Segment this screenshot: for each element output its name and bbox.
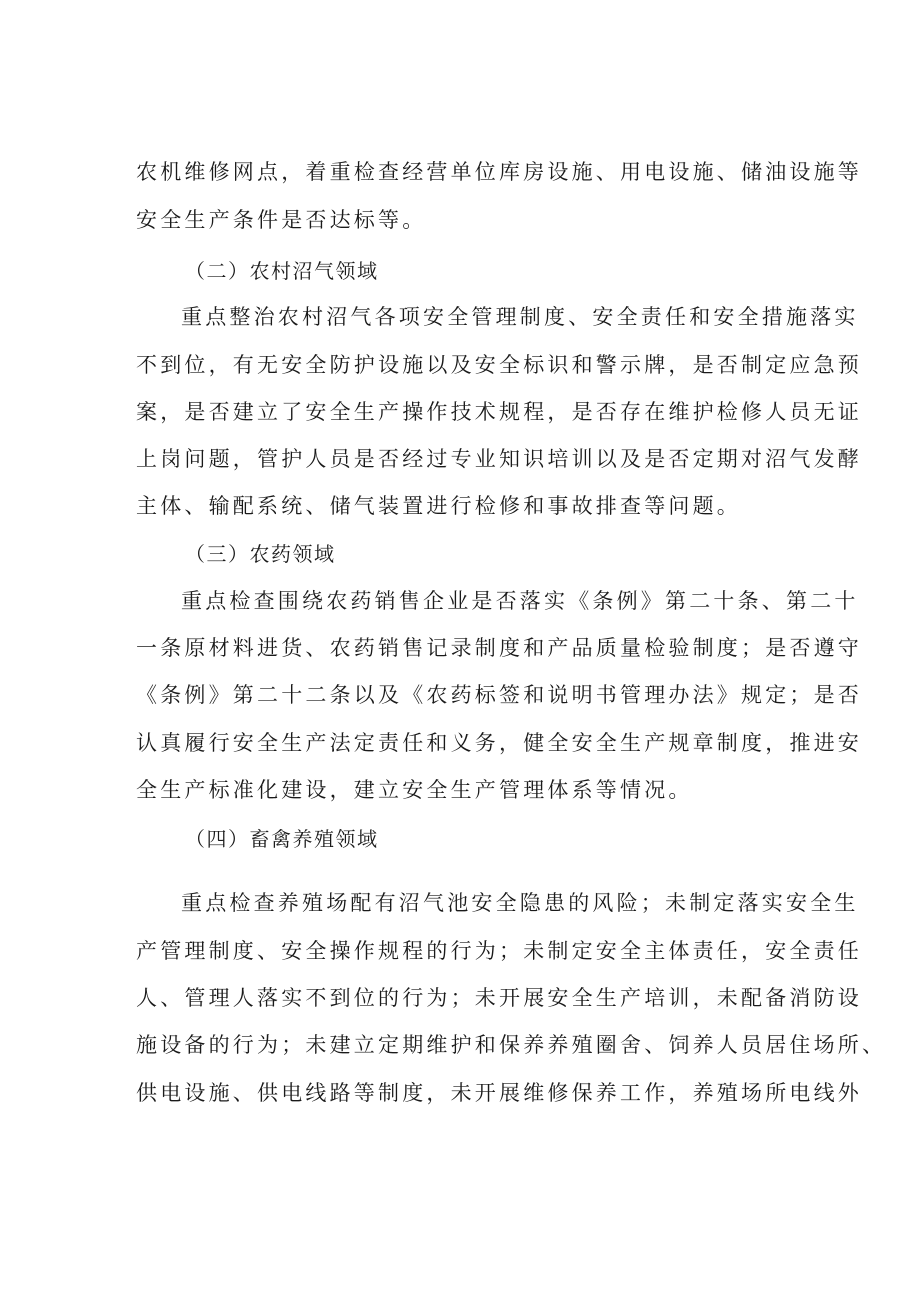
paragraph-line: 重点检查养殖场配有沼气池安全隐患的风险；未制定落实安全生 [181, 891, 859, 915]
paragraph-line: 主体、输配系统、储气装置进行检修和事故排查等问题。 [136, 494, 741, 518]
section-heading-2: （二）农村沼气领域 [185, 259, 379, 283]
paragraph-line: 《条例》第二十二条以及《农药标签和说明书管理办法》规定；是否 [136, 683, 862, 707]
paragraph-line: 上岗问题，管护人员是否经过专业知识培训以及是否定期对沼气发酵 [136, 447, 862, 471]
paragraph-line: 认真履行安全生产法定责任和义务，健全安全生产规章制度，推进安 [136, 731, 862, 755]
section-heading-3: （三）农药领域 [185, 542, 336, 566]
paragraph-line: 供电设施、供电线路等制度，未开展维修保养工作，养殖场所电线外 [136, 1081, 862, 1105]
paragraph-line: 不到位，有无安全防护设施以及安全标识和警示牌，是否制定应急预 [136, 353, 862, 377]
section-heading-4: （四）畜禽养殖领域 [185, 827, 379, 851]
paragraph-line: 重点检查围绕农药销售企业是否落实《条例》第二十条、第二十 [181, 589, 859, 613]
paragraph-line: 安全生产条件是否达标等。 [136, 208, 427, 232]
paragraph-line: 农机维修网点，着重检查经营单位库房设施、用电设施、储油设施等 [136, 160, 862, 184]
paragraph-line: 人、管理人落实不到位的行为；未开展安全生产培训，未配备消防设 [136, 986, 862, 1010]
paragraph-line: 重点整治农村沼气各项安全管理制度、安全责任和安全措施落实 [181, 305, 859, 329]
paragraph-line: 案，是否建立了安全生产操作技术规程，是否存在维护检修人员无证 [136, 400, 862, 424]
paragraph-line: 施设备的行为；未建立定期维护和保养养殖圈舍、饲养人员居住场所、 [136, 1033, 887, 1057]
paragraph-line: 全生产标准化建设，建立安全生产管理体系等情况。 [136, 778, 693, 802]
paragraph-line: 一条原材料进货、农药销售记录制度和产品质量检验制度；是否遵守 [136, 636, 862, 660]
paragraph-line: 产管理制度、安全操作规程的行为；未制定安全主体责任，安全责任 [136, 939, 862, 963]
